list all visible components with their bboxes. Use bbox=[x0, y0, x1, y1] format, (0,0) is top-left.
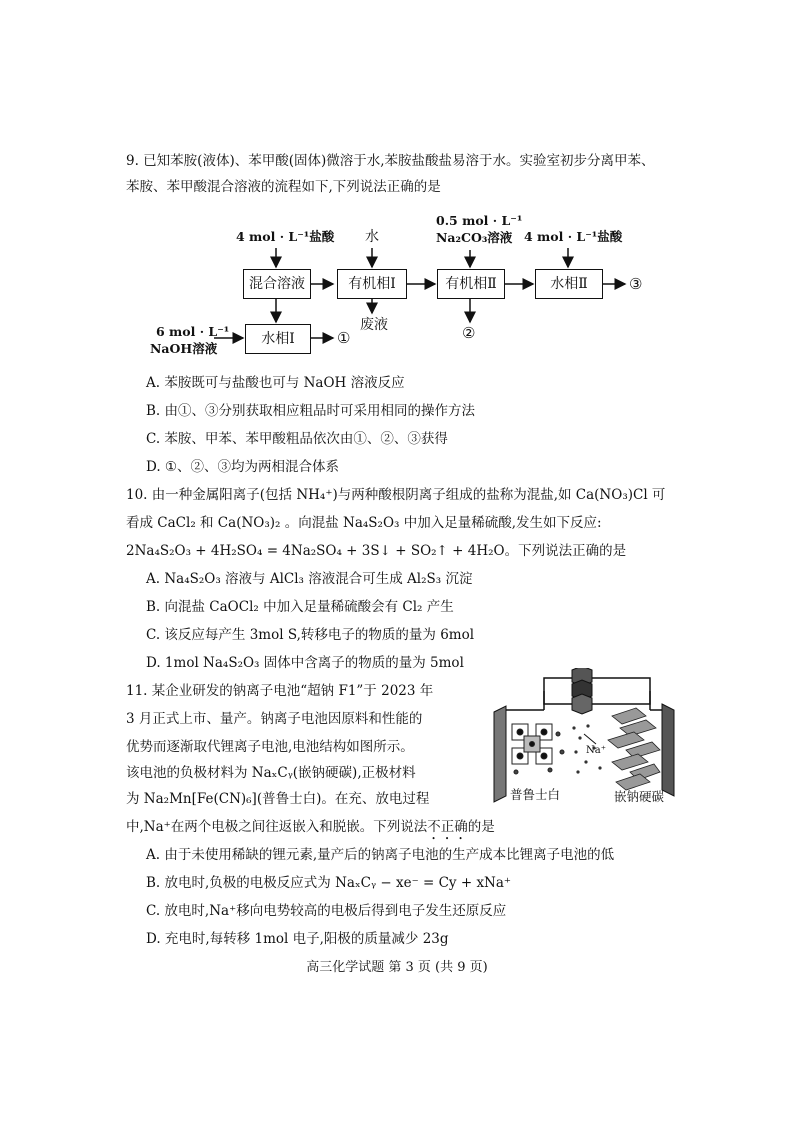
box-organic-phase-2: 有机相Ⅱ bbox=[437, 269, 505, 299]
reagent-naoh-conc: 6 mol · L⁻¹ bbox=[156, 324, 230, 339]
battery-figure bbox=[490, 668, 680, 808]
q10-option-b: B. 向混盐 CaOCl₂ 中加入足量稀硫酸会有 Cl₂ 产生 bbox=[146, 599, 454, 615]
product-3: ③ bbox=[629, 275, 643, 293]
battery-cells-icon bbox=[572, 668, 592, 714]
q9-option-b: B. 由①、③分别获取相应粗品时可采用相同的操作方法 bbox=[146, 403, 476, 419]
box-mixed-solution: 混合溶液 bbox=[243, 269, 311, 299]
reagent-water: 水 bbox=[365, 229, 379, 245]
q11-option-d: D. 充电时,每转移 1mol 电子,阳极的质量减少 23g bbox=[146, 931, 449, 947]
product-1: ① bbox=[337, 329, 351, 347]
product-2: ② bbox=[462, 324, 476, 342]
reagent-hcl-4m: 4 mol · L⁻¹盐酸 bbox=[236, 229, 335, 244]
hard-carbon-sheets-icon bbox=[608, 708, 660, 790]
q11-line2: 3 月正式上市、量产。钠离子电池因原料和性能的 bbox=[126, 711, 423, 727]
q11-line3: 优势而逐渐取代锂离子电池,电池结构如图所示。 bbox=[126, 739, 414, 755]
q9-option-c: C. 苯胺、甲苯、苯甲酸粗品依次由①、②、③获得 bbox=[146, 431, 448, 447]
q11-line6-post: 的是 bbox=[467, 819, 495, 835]
q11-line4: 该电池的负极材料为 NaₓCᵧ(嵌钠硬碳),正极材料 bbox=[126, 765, 416, 781]
q11-option-a: A. 由于未使用稀缺的锂元素,量产后的钠离子电池的生产成本比锂离子电池的低 bbox=[146, 847, 615, 863]
figure-ion-label: Na⁺ bbox=[586, 745, 606, 756]
q11-emphasis-not-correct: 不正确 bbox=[427, 819, 468, 835]
q10-line2: 看成 CaCl₂ 和 Ca(NO₃)₂ 。向混盐 Na₄S₂O₃ 中加入足量稀硫酸,发生如下反应: bbox=[126, 515, 602, 531]
q10-option-d: D. 1mol Na₄S₂O₃ 固体中含离子的物质的量为 5mol bbox=[146, 655, 464, 671]
box-water-phase-1: 水相Ⅰ bbox=[245, 324, 311, 354]
q9-stem-line2: 苯胺、苯甲酸混合溶液的流程如下,下列说法正确的是 bbox=[126, 179, 441, 195]
box-organic-phase-1: 有机相Ⅰ bbox=[337, 269, 407, 299]
prussian-white-lattice-icon bbox=[512, 724, 564, 774]
q11-line6 bbox=[126, 818, 495, 843]
reagent-na2co3: Na₂CO₃溶液 bbox=[436, 230, 513, 245]
reagent-na2co3-conc: 0.5 mol · L⁻¹ bbox=[436, 213, 523, 228]
q11-line5: 为 Na₂Mn[Fe(CN)₆](普鲁士白)。在充、放电过程 bbox=[126, 791, 430, 807]
figure-label-hard-carbon: 嵌钠硬碳 bbox=[614, 789, 665, 804]
q9-option-a: A. 苯胺既可与盐酸也可与 NaOH 溶液反应 bbox=[146, 375, 405, 391]
reagent-hcl-4m-2: 4 mol · L⁻¹盐酸 bbox=[524, 229, 623, 244]
q11-option-b: B. 放电时,负极的电极反应式为 NaₓCᵧ − xe⁻ = Cy + xNa⁺ bbox=[146, 875, 512, 891]
waste-liquid: 废液 bbox=[360, 317, 388, 333]
figure-label-prussian-white: 普鲁士白 bbox=[510, 787, 561, 802]
box-water-phase-2: 水相Ⅱ bbox=[535, 269, 603, 299]
q9-stem-line1: 9. 已知苯胺(液体)、苯甲酸(固体)微溶于水,苯胺盐酸盐易溶于水。实验室初步分离甲苯、 bbox=[126, 153, 655, 169]
q10-option-c: C. 该反应每产生 3mol S,转移电子的物质的量为 6mol bbox=[146, 627, 475, 643]
q10-option-a: A. Na₄S₂O₃ 溶液与 AlCl₃ 溶液混合可生成 Al₂S₃ 沉淀 bbox=[146, 571, 473, 587]
q10-line3: 2Na₄S₂O₃ + 4H₂SO₄ = 4Na₂SO₄ + 3S↓ + SO₂↑ + 4H₂O。下列说法正确的是 bbox=[126, 543, 627, 559]
q10-line1: 10. 由一种金属阳离子(包括 NH₄⁺)与两种酸根阴离子组成的盐称为混盐,如 Ca(NO₃)Cl 可 bbox=[126, 487, 666, 503]
reagent-naoh: NaOH溶液 bbox=[150, 341, 218, 356]
q11-line1: 11. 某企业研发的钠离子电池“超钠 F1”于 2023 年 bbox=[126, 683, 434, 699]
q9-option-d: D. ①、②、③均为两相混合体系 bbox=[146, 459, 340, 475]
page-footer: 高三化学试题 第 3 页 (共 9 页) bbox=[306, 960, 488, 975]
q11-line6-pre: 中,Na⁺在两个电极之间往返嵌入和脱嵌。下列说法 bbox=[126, 819, 428, 835]
q11-option-c: C. 放电时,Na⁺移向电势较高的电极后得到电子发生还原反应 bbox=[146, 903, 507, 919]
